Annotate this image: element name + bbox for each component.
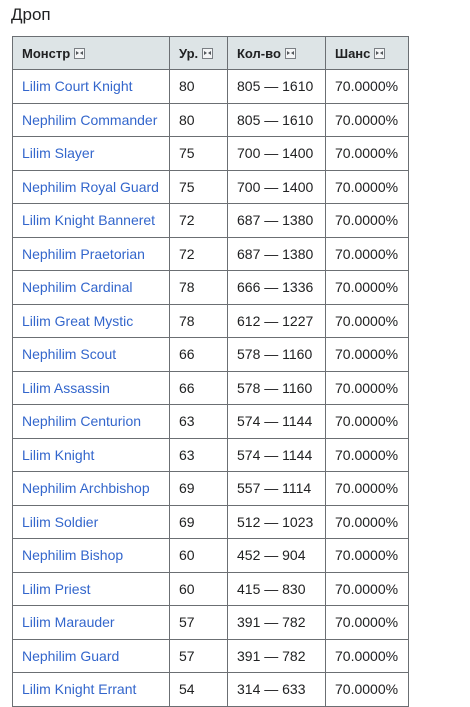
table-row <box>13 505 409 539</box>
monster-link[interactable]: Nephilim Cardinal <box>22 279 133 296</box>
column-header-monster[interactable] <box>13 37 170 70</box>
cell-level: 72 <box>170 204 228 238</box>
table-row <box>13 405 409 439</box>
cell-monster <box>13 137 170 171</box>
monster-link[interactable]: Nephilim Praetorian <box>22 245 145 262</box>
cell-level: 66 <box>170 371 228 405</box>
monster-link[interactable]: Lilim Great Mystic <box>22 312 134 329</box>
sort-icon[interactable] <box>74 48 85 59</box>
cell-quantity: 391 — 782 <box>228 606 326 640</box>
cell-monster <box>13 572 170 606</box>
cell-chance: 70.0000% <box>326 170 409 204</box>
monster-link[interactable]: Nephilim Guard <box>22 647 120 664</box>
monster-link[interactable]: Nephilim Bishop <box>22 547 124 564</box>
cell-chance: 70.0000% <box>326 271 409 305</box>
cell-quantity: 687 — 1380 <box>228 204 326 238</box>
sort-icon[interactable] <box>285 48 296 59</box>
cell-chance: 70.0000% <box>326 438 409 472</box>
cell-level: 63 <box>170 405 228 439</box>
table-row <box>13 237 409 271</box>
cell-chance: 70.0000% <box>326 572 409 606</box>
cell-monster <box>13 304 170 338</box>
sort-icon[interactable] <box>374 48 385 59</box>
cell-monster <box>13 438 170 472</box>
cell-chance: 70.0000% <box>326 639 409 673</box>
cell-quantity: 557 — 1114 <box>228 472 326 506</box>
cell-quantity: 314 — 633 <box>228 673 326 707</box>
column-header-label: Монстр <box>22 45 71 61</box>
monster-link[interactable]: Nephilim Commander <box>22 111 158 128</box>
column-header-quantity[interactable] <box>228 37 326 70</box>
cell-level: 78 <box>170 304 228 338</box>
cell-chance: 70.0000% <box>326 204 409 238</box>
cell-level: 75 <box>170 170 228 204</box>
cell-quantity: 512 — 1023 <box>228 505 326 539</box>
cell-monster <box>13 338 170 372</box>
cell-chance: 70.0000% <box>326 405 409 439</box>
cell-level: 69 <box>170 472 228 506</box>
table-row <box>13 304 409 338</box>
cell-quantity: 391 — 782 <box>228 639 326 673</box>
monster-link[interactable]: Nephilim Centurion <box>22 413 142 430</box>
cell-quantity: 574 — 1144 <box>228 438 326 472</box>
cell-level: 80 <box>170 103 228 137</box>
cell-quantity: 805 — 1610 <box>228 103 326 137</box>
cell-chance: 70.0000% <box>326 237 409 271</box>
monster-link[interactable]: Lilim Slayer <box>22 145 95 162</box>
cell-chance: 70.0000% <box>326 539 409 573</box>
monster-link[interactable]: Lilim Assassin <box>22 379 110 396</box>
cell-quantity: 452 — 904 <box>228 539 326 573</box>
cell-chance: 70.0000% <box>326 70 409 104</box>
cell-quantity: 578 — 1160 <box>228 338 326 372</box>
table-row <box>13 371 409 405</box>
column-header-label: Кол-во <box>237 45 281 61</box>
cell-chance: 70.0000% <box>326 137 409 171</box>
monster-link[interactable]: Nephilim Scout <box>22 346 117 363</box>
table-row <box>13 204 409 238</box>
cell-level: 66 <box>170 338 228 372</box>
section-title: Дроп <box>11 5 51 24</box>
cell-monster <box>13 237 170 271</box>
cell-quantity: 700 — 1400 <box>228 137 326 171</box>
table-row <box>13 70 409 104</box>
cell-chance: 70.0000% <box>326 371 409 405</box>
cell-chance: 70.0000% <box>326 338 409 372</box>
cell-level: 57 <box>170 639 228 673</box>
cell-monster <box>13 70 170 104</box>
table-row <box>13 673 409 707</box>
cell-chance: 70.0000% <box>326 505 409 539</box>
cell-monster <box>13 405 170 439</box>
cell-level: 80 <box>170 70 228 104</box>
column-header-chance[interactable] <box>326 37 409 70</box>
cell-monster <box>13 539 170 573</box>
cell-monster <box>13 170 170 204</box>
cell-chance: 70.0000% <box>326 673 409 707</box>
monster-link[interactable]: Nephilim Archbishop <box>22 480 150 497</box>
cell-quantity: 612 — 1227 <box>228 304 326 338</box>
monster-link[interactable]: Lilim Court Knight <box>22 78 133 95</box>
cell-chance: 70.0000% <box>326 304 409 338</box>
cell-quantity: 415 — 830 <box>228 572 326 606</box>
cell-level: 75 <box>170 137 228 171</box>
table-header-row <box>13 37 409 70</box>
table-row <box>13 606 409 640</box>
cell-monster <box>13 204 170 238</box>
drop-table <box>12 36 409 707</box>
cell-level: 57 <box>170 606 228 640</box>
table-row <box>13 137 409 171</box>
cell-chance: 70.0000% <box>326 606 409 640</box>
cell-monster <box>13 103 170 137</box>
cell-monster <box>13 639 170 673</box>
cell-quantity: 805 — 1610 <box>228 70 326 104</box>
cell-level: 69 <box>170 505 228 539</box>
cell-quantity: 666 — 1336 <box>228 271 326 305</box>
cell-level: 78 <box>170 271 228 305</box>
cell-level: 63 <box>170 438 228 472</box>
table-body <box>13 70 409 707</box>
monster-link[interactable]: Lilim Priest <box>22 580 91 597</box>
cell-monster <box>13 673 170 707</box>
cell-level: 54 <box>170 673 228 707</box>
monster-link[interactable]: Lilim Knight <box>22 446 95 463</box>
column-header-level[interactable] <box>170 37 228 70</box>
table-row <box>13 539 409 573</box>
cell-chance: 70.0000% <box>326 103 409 137</box>
cell-monster <box>13 472 170 506</box>
cell-quantity: 687 — 1380 <box>228 237 326 271</box>
cell-level: 60 <box>170 572 228 606</box>
cell-monster <box>13 271 170 305</box>
sort-icon[interactable] <box>202 48 213 59</box>
table-row <box>13 438 409 472</box>
table-row <box>13 572 409 606</box>
table-row <box>13 472 409 506</box>
table-row <box>13 338 409 372</box>
table-row <box>13 103 409 137</box>
cell-monster <box>13 606 170 640</box>
monster-link[interactable]: Lilim Knight Errant <box>22 681 137 698</box>
table-row <box>13 271 409 305</box>
monster-link[interactable]: Nephilim Royal Guard <box>22 178 159 195</box>
monster-link[interactable]: Lilim Knight Banneret <box>22 212 156 229</box>
table-row <box>13 639 409 673</box>
cell-level: 72 <box>170 237 228 271</box>
column-header-label: Шанс <box>335 45 371 61</box>
cell-monster <box>13 371 170 405</box>
monster-link[interactable]: Lilim Marauder <box>22 614 115 631</box>
monster-link[interactable]: Lilim Soldier <box>22 513 99 530</box>
cell-level: 60 <box>170 539 228 573</box>
cell-monster <box>13 505 170 539</box>
column-header-label: Ур. <box>179 45 199 61</box>
cell-chance: 70.0000% <box>326 472 409 506</box>
cell-quantity: 700 — 1400 <box>228 170 326 204</box>
cell-quantity: 578 — 1160 <box>228 371 326 405</box>
table-row <box>13 170 409 204</box>
cell-quantity: 574 — 1144 <box>228 405 326 439</box>
